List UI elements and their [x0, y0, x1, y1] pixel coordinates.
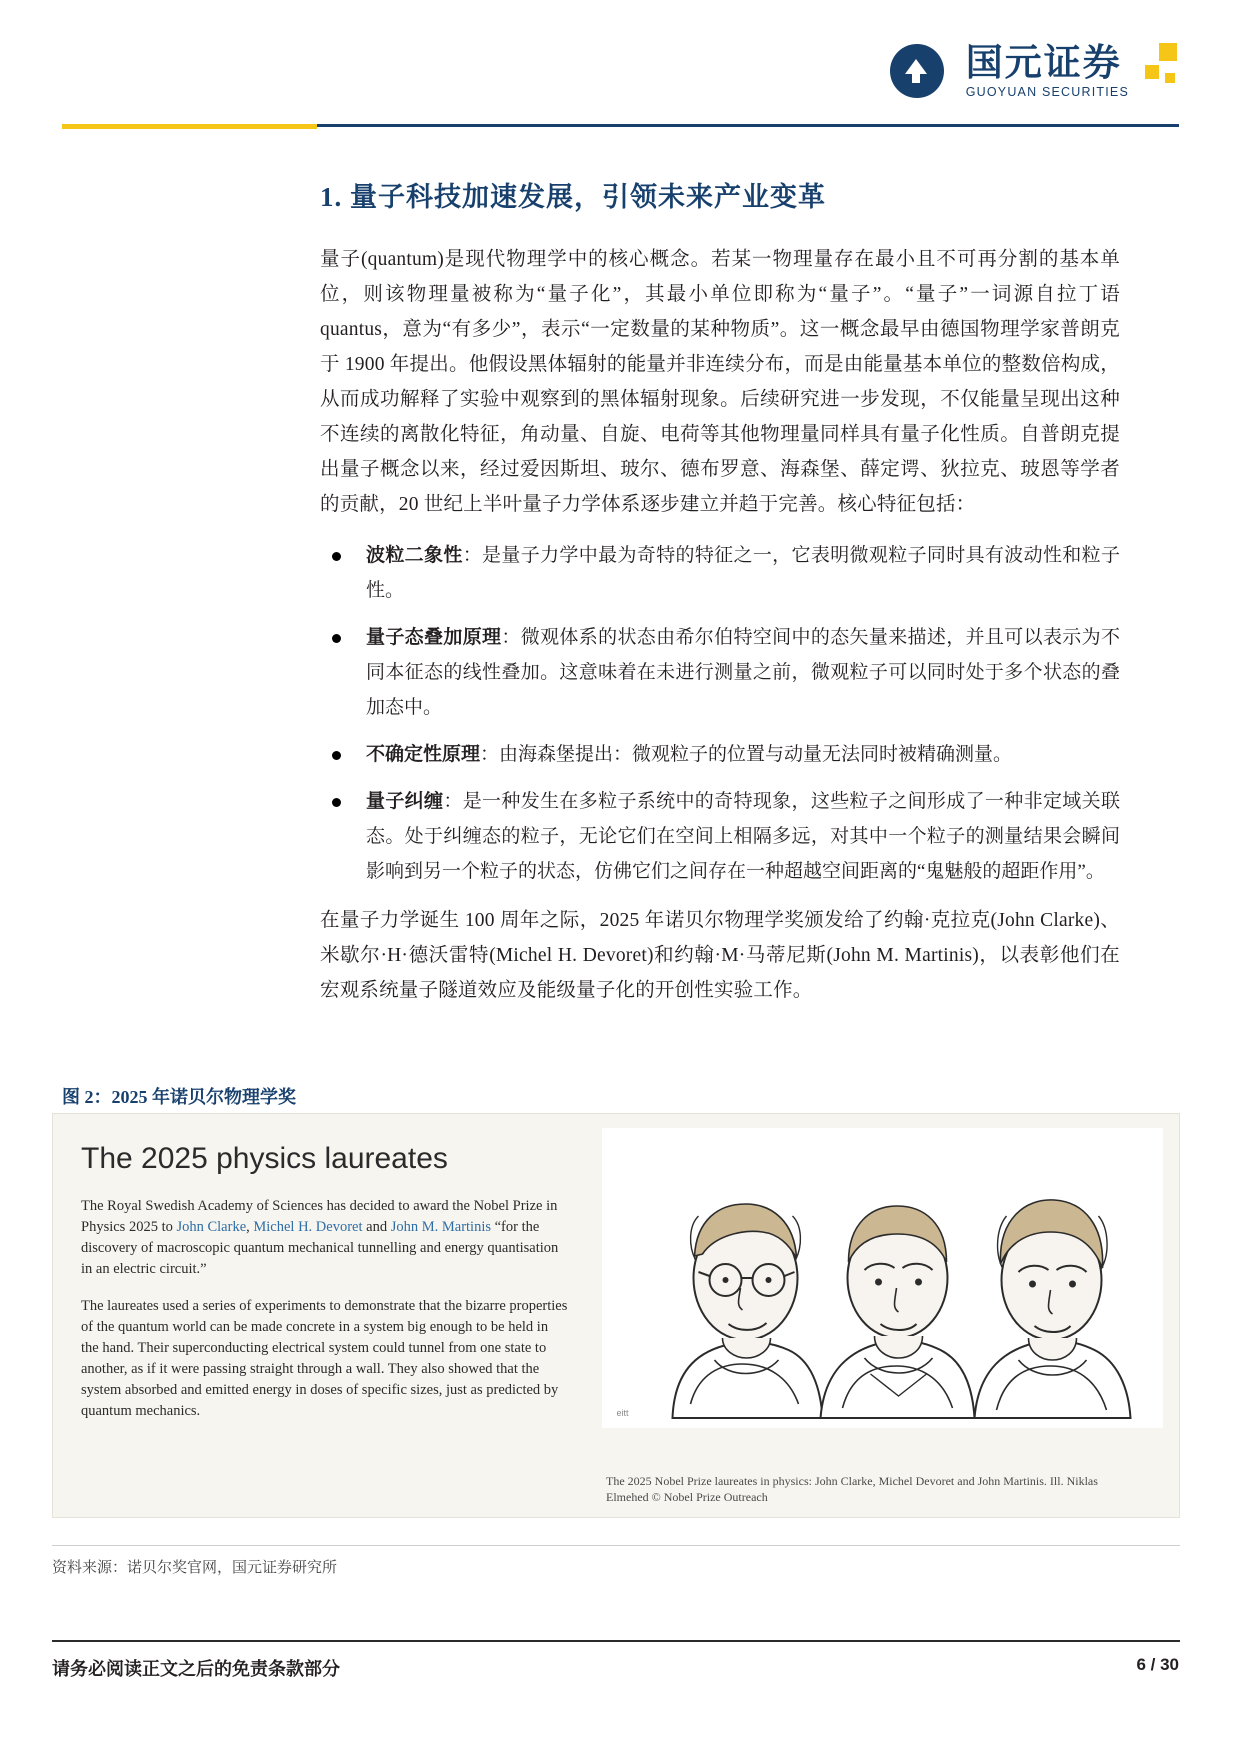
- figure-para1-pre: The Royal Swedish Academy of Sciences has decided to award the Nobel Prize in Physics 2025 to: [81, 1198, 558, 1235]
- source-divider: [52, 1545, 1180, 1546]
- figure-credit: The 2025 Nobel Prize laureates in physics: John Clarke, Michel Devoret and John Martinis. Ill. Niklas Elmehed © Nobel Prize Outreach: [606, 1474, 1098, 1504]
- figure-paragraph-2: The laureates used a series of experiments to demonstrate that the bizarre properties of the quantum world can be made concrete in a system big enough to be held in the hand. Their superconducting electrical system could tunnel from one state to another, as if it were passing straight through a wall. They also showed that the system absorbed and emitted energy in doses of specific sizes, just as predicted by quantum mechanics.: [81, 1298, 568, 1419]
- brand-name-cn: 国元证券: [965, 41, 1122, 83]
- laureate-name-3: John M. Martinis: [390, 1219, 491, 1235]
- list-item: [320, 784, 1120, 889]
- figure-title: The 2025 physics laureates: [81, 1142, 448, 1175]
- list-item: [320, 620, 1120, 725]
- laureate-name-1: John Clarke: [176, 1219, 247, 1235]
- figure-caption: 图 2：2025 年诺贝尔物理学奖: [62, 1087, 296, 1107]
- intro-paragraph: 量子(quantum)是现代物理学中的核心概念。若某一物理量存在最小且不可再分割的基本单位，则该物理量被称为“量子化”，其最小单位即称为“量子”。“量子”一词源自拉丁语 quantus，意为“有多少”，表示“一定数量的某种物质”。这一概念最早由德国物理学家普朗克于 1900 年提出。他假设黑体辐射的能量并非连续分布，而是由能量基本单位的整数倍构成，从而成功解释了实验中观察到的黑体辐射现象。后续研究进一步发现，不仅能量呈现出这种不连续的离散化特征，角动量、自旋、电荷等其他物理量同样具有量子化性质。自普朗克提出量子概念以来，经过爱因斯坦、玻尔、德布罗意、海森堡、薛定谔、狄拉克、玻恩等学者的贡献，20 世纪上半叶量子力学体系逐步建立并趋于完善。核心特征包括：: [320, 249, 1120, 515]
- figure-sep-2: and: [362, 1219, 391, 1235]
- list-item-term: 不确定性原理: [366, 744, 481, 765]
- source-line: 资料来源：诺贝尔奖官网，国元证券研究所: [52, 1560, 338, 1576]
- closing-paragraph: 在量子力学诞生 100 周年之际，2025 年诺贝尔物理学奖颁发给了约翰·克拉克(John Clarke)、米歇尔·H·德沃雷特(Michel H. Devoret)和约翰·M·马蒂尼斯(John M. Martinis)，以表彰他们在宏观系统量子隧道效应及能级量子化的开创性实验工作。: [320, 910, 1120, 1001]
- page-number: 6 / 30: [1136, 1655, 1179, 1674]
- feature-list: [320, 538, 1120, 889]
- footer-divider: [52, 1640, 1180, 1642]
- main-content: [320, 175, 1120, 1024]
- laureates-portrait-illustration: [602, 1128, 1163, 1428]
- brand-text: [965, 41, 1129, 99]
- brand-name-en: GUOYUAN SECURITIES: [965, 84, 1129, 99]
- header-divider: [62, 124, 1179, 129]
- list-item-text: ：微观体系的状态由希尔伯特空间中的态矢量来描述，并且可以表示为不同本征态的线性叠加。这意味着在未进行测量之前，微观粒子可以同时处于多个状态的叠加态中。: [366, 627, 1120, 718]
- figure-image: [52, 1113, 1180, 1518]
- figure-para1-post: “for the discovery of macroscopic quantum mechanical tunnelling and energy quantisation in an electric circuit.”: [81, 1219, 559, 1277]
- list-item-text: ：由海森堡提出：微观粒子的位置与动量无法同时被精确测量。: [480, 744, 1013, 765]
- list-item-text: ：是一种发生在多粒子系统中的奇特现象，这些粒子之间形成了一种非定域关联态。处于纠缠态的粒子，无论它们在空间上相隔多远，对其中一个粒子的测量结果会瞬间影响到另一个粒子的状态，仿佛它们之间存在一种超越空间距离的“鬼魅般的超距作用”。: [366, 791, 1120, 882]
- figure-text-panel: [53, 1114, 598, 1517]
- figure-sep-1: ,: [246, 1219, 254, 1235]
- figure-paragraph-1: [81, 1196, 568, 1280]
- portrait-svg: [602, 1128, 1163, 1428]
- list-item-term: 波粒二象性: [366, 545, 463, 566]
- laureate-name-2: Michel H. Devoret: [253, 1219, 363, 1235]
- list-item: [320, 737, 1120, 772]
- figure-portrait-panel: [598, 1114, 1179, 1517]
- section-heading: 1. 量子科技加速发展，引领未来产业变革: [320, 182, 826, 212]
- list-item: [320, 538, 1120, 608]
- guoyuan-logo-icon: [890, 40, 952, 102]
- footer-disclaimer: 请务必阅读正文之后的免责条款部分: [52, 1659, 340, 1679]
- brand-header: [890, 40, 1179, 102]
- svg-text:eitt: eitt: [616, 1408, 629, 1418]
- list-item-term: 量子纠缠: [366, 791, 444, 812]
- list-item-term: 量子态叠加原理: [366, 627, 502, 648]
- logo-squares-icon: [1145, 43, 1179, 99]
- list-item-text: ：是量子力学中最为奇特的特征之一，它表明微观粒子同时具有波动性和粒子性。: [366, 545, 1120, 601]
